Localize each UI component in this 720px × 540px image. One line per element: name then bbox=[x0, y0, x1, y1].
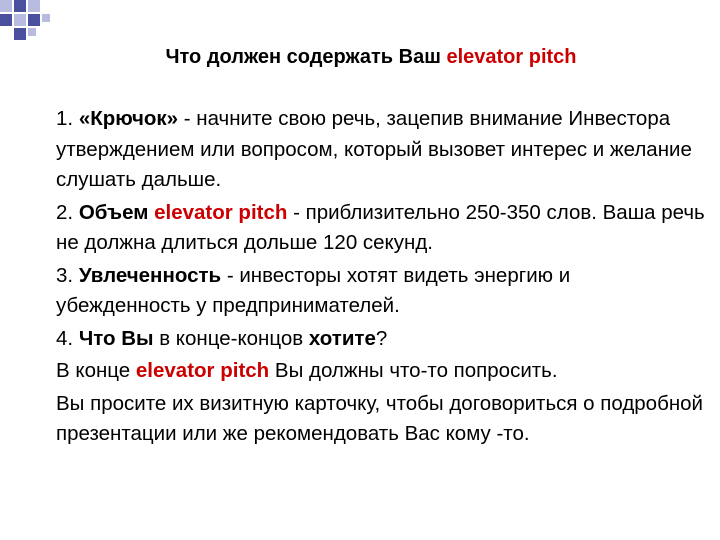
item-text: в конце-концов bbox=[153, 326, 309, 350]
item-text: ? bbox=[375, 326, 388, 350]
list-item bbox=[56, 104, 706, 196]
closing-line bbox=[56, 356, 706, 387]
slide-body bbox=[56, 104, 706, 452]
item-bold: Увлеченность bbox=[78, 263, 222, 287]
item-bold: Что Вы bbox=[78, 326, 154, 350]
closing-text: Вы должны что-то попросить. bbox=[269, 359, 558, 382]
list-item bbox=[56, 324, 706, 355]
item-text: - приблизительно 250-350 слов. Ваша речь не должна длиться дольше 120 секунд. bbox=[56, 200, 705, 254]
item-text: - начните свою речь, зацепив внимание Инвестора утверждением или вопросом, который вызовет интерес и желание слушать дальше. bbox=[56, 107, 692, 191]
list-item bbox=[56, 198, 706, 259]
slide-title bbox=[0, 46, 720, 69]
item-number: 1. bbox=[56, 107, 74, 130]
title-plain: Что должен содержать Ваш bbox=[165, 46, 441, 68]
item-text: - инвесторы хотят видеть энергию и убежденность у предпринимателей. bbox=[56, 263, 571, 317]
closing-accent: elevator pitch bbox=[135, 359, 270, 382]
item-number: 4. bbox=[56, 326, 74, 350]
list-item bbox=[56, 261, 706, 322]
item-number: 2. bbox=[56, 200, 74, 224]
item-number: 3. bbox=[56, 263, 74, 287]
item-bold: хотите bbox=[308, 326, 376, 350]
closing-paragraph: Вы просите их визитную карточку, чтобы договориться о подробной презентации или же рекомендовать Вас кому -то. bbox=[56, 391, 703, 445]
closing-text: В конце bbox=[56, 359, 136, 382]
item-bold: «Крючок» bbox=[78, 107, 179, 130]
title-accent: elevator pitch bbox=[446, 46, 577, 68]
corner-decoration bbox=[0, 0, 60, 50]
item-bold: Объем bbox=[78, 200, 149, 224]
item-accent: elevator pitch bbox=[154, 200, 288, 224]
